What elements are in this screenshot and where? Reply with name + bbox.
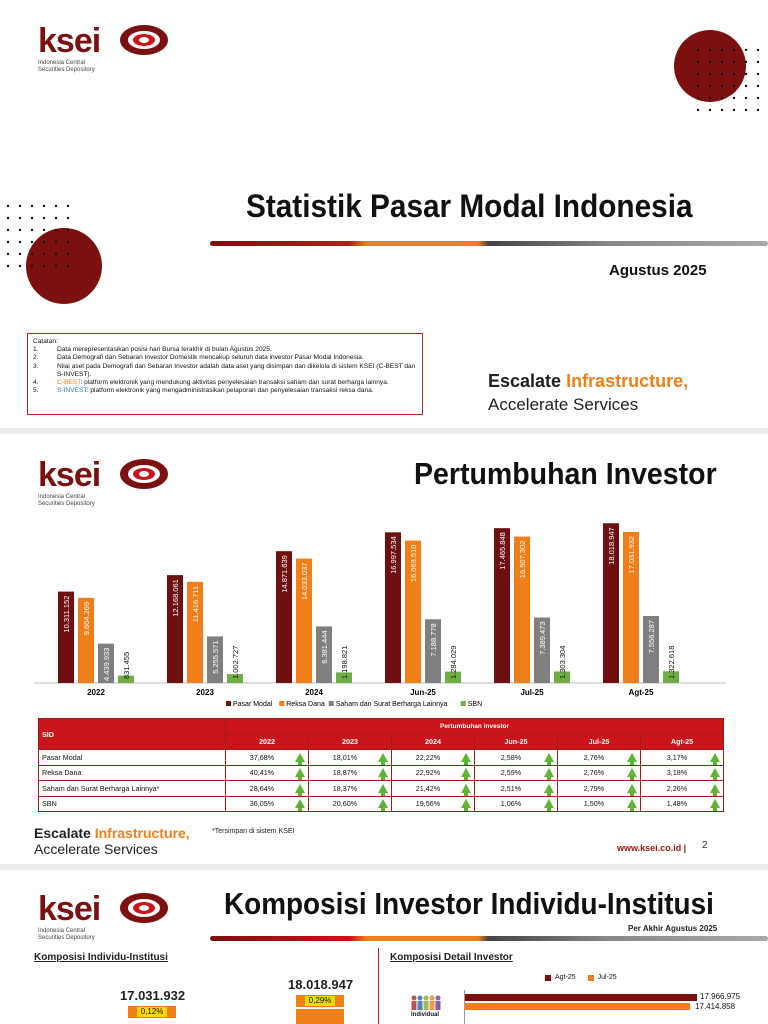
up-arrow-icon	[710, 784, 720, 793]
up-arrow-icon	[461, 753, 471, 762]
decor-dot	[31, 265, 33, 267]
row-label: SBN	[39, 796, 226, 812]
row-label: Saham dan Surat Berharga Lainnya*	[39, 781, 226, 797]
decor-dot	[697, 97, 699, 99]
slide-composition	[0, 870, 768, 1024]
growth-cell: 1,48%	[641, 796, 724, 812]
decor-dot	[721, 61, 723, 63]
decor-dot	[733, 73, 735, 75]
decor-dot	[733, 109, 735, 111]
note-item: 5. S-INVEST: platform elektronik yang mengadministrasikan pelaporan dan penyelesaian transaksi reksa dana.	[33, 387, 374, 395]
logo-wordmark: ksei	[38, 890, 101, 928]
logo-wordmark: ksei	[38, 456, 101, 494]
decor-dot	[709, 61, 711, 63]
decor-dot	[19, 217, 21, 219]
growth-cell: 20,60%	[309, 796, 392, 812]
decor-dot	[745, 85, 747, 87]
growth-cell: 18,01%	[309, 750, 392, 766]
table-row	[39, 750, 724, 766]
decor-dot	[7, 253, 9, 255]
up-arrow-icon	[544, 784, 554, 793]
decor-dot	[733, 85, 735, 87]
decor-dot	[745, 61, 747, 63]
data-label: 1.322.618	[667, 645, 676, 679]
table-column-header: Agt-25	[641, 734, 724, 750]
decor-dot	[55, 253, 57, 255]
decor-dot	[709, 49, 711, 51]
cover-divider	[210, 241, 768, 246]
decor-circle-topright	[672, 26, 768, 124]
decor-dot	[19, 265, 21, 267]
decor-dot	[67, 265, 69, 267]
decor-dot	[7, 241, 9, 243]
table-column-header: Jul-25	[558, 734, 641, 750]
table-group-header: Pertumbuhan investor	[226, 719, 724, 735]
decor-dot	[757, 85, 759, 87]
date-note: Per Akhir Agustus 2025	[628, 924, 718, 933]
note-item: 3. Nilai aset pada Demografi dan Sebaran Investor adalah data aset yang disimpan dan dikelola di sistem KSEI (C-BEST dan S-INVEST).	[33, 362, 416, 378]
decor-dot	[733, 97, 735, 99]
logo-subtitle: Indonesia Central Securities Depository	[38, 494, 95, 507]
growth-cell: 22,22%	[392, 750, 475, 766]
up-arrow-icon	[627, 753, 637, 762]
decor-dot	[19, 229, 21, 231]
up-arrow-icon	[544, 799, 554, 808]
up-arrow-icon	[295, 799, 305, 808]
decor-dot	[697, 61, 699, 63]
growth-cell: 19,56%	[392, 796, 475, 812]
legend-label: Pasar Modal	[233, 701, 273, 708]
decor-dot	[43, 253, 45, 255]
x-tick-label: Jun-25	[410, 688, 436, 697]
logo-subtitle: Indonesia Central Securities Depository	[38, 928, 95, 941]
decor-dot	[67, 217, 69, 219]
logo-swirl-icon	[118, 22, 170, 58]
slide-title: Pertumbuhan Investor	[414, 456, 717, 491]
vertical-divider	[378, 948, 379, 1024]
data-label: 5.255.571	[211, 640, 220, 674]
decor-dot	[745, 49, 747, 51]
data-label: 1.303.304	[558, 645, 567, 679]
growth-cell: 40,41%	[226, 765, 309, 781]
growth-cell: 37,68%	[226, 750, 309, 766]
decor-dot	[745, 73, 747, 75]
value-jul25: 17.414.858	[695, 1002, 736, 1011]
data-label: 16.063.510	[409, 544, 418, 583]
growth-table	[38, 718, 724, 812]
up-arrow-icon	[627, 768, 637, 777]
up-arrow-icon	[710, 768, 720, 777]
decor-dot	[709, 85, 711, 87]
x-tick-label: 2022	[87, 688, 105, 697]
pct-bar-left: 0,12%	[128, 1006, 176, 1018]
decor-dot	[55, 217, 57, 219]
decor-dot	[757, 97, 759, 99]
growth-cell: 3,18%	[641, 765, 724, 781]
data-label: 7.556.287	[647, 620, 656, 654]
logo-subtitle: Indonesia Central Securities Depository	[38, 60, 95, 73]
up-arrow-icon	[461, 799, 471, 808]
up-arrow-icon	[378, 753, 388, 762]
up-arrow-icon	[378, 784, 388, 793]
number-reksa-dana: 17.031.932	[120, 988, 186, 1003]
row-label: Reksa Dana	[39, 765, 226, 781]
pct-bar-mid: 0,29%	[296, 995, 344, 1007]
tagline-line1: Escalate Infrastructure,	[488, 371, 689, 391]
decor-dot	[757, 73, 759, 75]
up-arrow-icon	[544, 768, 554, 777]
legend-swatch	[226, 701, 231, 706]
decor-dot	[733, 49, 735, 51]
tagline-line2: Accelerate Services	[488, 395, 639, 414]
x-tick-label: Agt-25	[628, 688, 654, 697]
decor-dot	[697, 49, 699, 51]
decor-dot	[709, 73, 711, 75]
data-label: 7.188.778	[429, 623, 438, 657]
decor-dot	[19, 205, 21, 207]
growth-cell: 2,79%	[558, 781, 641, 797]
left-heading: Komposisi Individu-Institusi	[34, 952, 168, 963]
decor-dot	[31, 229, 33, 231]
decor-dot	[7, 229, 9, 231]
decor-dot	[7, 205, 9, 207]
slide-divider	[210, 936, 768, 941]
number-pasar-modal: 18.018.947	[288, 977, 354, 992]
table-row	[39, 781, 724, 797]
decor-dot	[745, 109, 747, 111]
decor-dot	[55, 265, 57, 267]
growth-cell: 2,76%	[558, 750, 641, 766]
decor-dot	[7, 217, 9, 219]
decor-dot	[31, 253, 33, 255]
x-tick-label: Jul-25	[520, 688, 544, 697]
data-label: 17.465.848	[498, 532, 507, 570]
data-label: 16.507.302	[518, 540, 527, 579]
up-arrow-icon	[627, 784, 637, 793]
logo-swirl-icon	[118, 456, 170, 492]
x-tick-label: 2023	[196, 688, 214, 697]
decor-dot	[43, 241, 45, 243]
individual-label: Individual	[411, 1012, 440, 1018]
decor-dot	[43, 229, 45, 231]
legend-swatch	[461, 701, 466, 706]
decor-dot	[31, 205, 33, 207]
decor-dot	[19, 241, 21, 243]
up-arrow-icon	[461, 768, 471, 777]
growth-cell: 2,58%	[475, 750, 558, 766]
ksei-logo	[38, 24, 100, 73]
decor-dot	[43, 217, 45, 219]
data-label: 831.455	[122, 651, 131, 679]
decor-dot	[697, 85, 699, 87]
data-label: 1.002.727	[231, 645, 240, 679]
decor-dot	[55, 205, 57, 207]
data-label: 14.871.639	[280, 555, 289, 593]
legend-swatch	[329, 701, 334, 706]
decor-dot	[67, 229, 69, 231]
decor-dot	[709, 97, 711, 99]
up-arrow-icon	[295, 768, 305, 777]
cover-title: Statistik Pasar Modal Indonesia	[246, 188, 693, 224]
value-agt25: 17.966.975	[700, 992, 741, 1001]
up-arrow-icon	[544, 753, 554, 762]
page-number: 2	[702, 840, 708, 851]
decor-dot	[721, 109, 723, 111]
growth-cell: 2,59%	[475, 765, 558, 781]
up-arrow-icon	[461, 784, 471, 793]
table-row	[39, 796, 724, 812]
decor-dot	[733, 61, 735, 63]
growth-cell: 36,05%	[226, 796, 309, 812]
table-column-header: 2022	[226, 734, 309, 750]
cover-date: Agustus 2025	[609, 262, 707, 279]
note-item: 1. Data merepresentasikan posisi hari Bursa terakhir di bulan Agustus 2025.	[33, 346, 272, 354]
footnote: *Tersimpan di sistem KSEI	[212, 828, 295, 835]
decor-dot	[55, 241, 57, 243]
website-link[interactable]: www.ksei.co.id |	[617, 843, 687, 853]
notes-title: Catatan:	[33, 338, 58, 345]
data-label: 10.311.152	[62, 595, 71, 633]
growth-cell: 3,17%	[641, 750, 724, 766]
decor-dot	[721, 73, 723, 75]
tagline-line2: Accelerate Services	[34, 841, 158, 857]
up-arrow-icon	[378, 768, 388, 777]
up-arrow-icon	[295, 784, 305, 793]
individual-people-icon	[410, 994, 442, 1010]
table-column-header: Jun-25	[475, 734, 558, 750]
up-arrow-icon	[710, 753, 720, 762]
decor-dot	[67, 205, 69, 207]
legend-label: SBN	[467, 701, 483, 708]
ksei-logo	[38, 892, 100, 941]
growth-cell: 18,37%	[309, 781, 392, 797]
note-item: 4. C-BEST: platform elektronik yang mendukung aktivitas penyelesaian transaksi saham dan surat berharga lainnya.	[33, 379, 389, 387]
growth-cell: 1,50%	[558, 796, 641, 812]
decor-dot	[43, 205, 45, 207]
up-arrow-icon	[295, 753, 305, 762]
decor-dot	[55, 229, 57, 231]
data-label: 16.997.534	[389, 536, 398, 574]
legend-label: Reksa Dana	[286, 701, 325, 708]
up-arrow-icon	[627, 799, 637, 808]
x-tick-label: 2024	[305, 688, 323, 697]
decor-dot	[31, 217, 33, 219]
growth-cell: 2,76%	[558, 765, 641, 781]
legend-label: Saham dan Surat Berharga Lainnya	[335, 701, 448, 708]
up-arrow-icon	[378, 799, 388, 808]
data-label: 6.381.444	[320, 630, 329, 664]
investor-growth-chart	[30, 515, 730, 715]
decor-dot	[7, 265, 9, 267]
decor-dot	[31, 241, 33, 243]
data-label: 9.604.269	[82, 601, 91, 636]
table-column-header: 2023	[309, 734, 392, 750]
pct-bar-mid-lower	[296, 1009, 344, 1024]
table-column-header: 2024	[392, 734, 475, 750]
data-label: 4.439.933	[102, 647, 111, 682]
decor-dot	[721, 85, 723, 87]
bar-jul25-individual	[465, 1003, 690, 1010]
decor-dot	[709, 109, 711, 111]
data-label: 1.284.029	[449, 645, 458, 679]
logo-swirl-icon	[118, 890, 170, 926]
decor-dot	[67, 253, 69, 255]
slide-title: Komposisi Investor Individu-Institusi	[224, 886, 714, 921]
growth-cell: 2,51%	[475, 781, 558, 797]
decor-dot	[745, 97, 747, 99]
note-item: 2. Data Demografi dan Sebaran Investor Domestik mencakup seluruh data investor Pasar Modal Indonesia.	[33, 354, 364, 362]
right-heading: Komposisi Detail Investor	[390, 952, 513, 963]
decor-dot	[19, 253, 21, 255]
decor-dot	[757, 49, 759, 51]
data-label: 7.389.473	[538, 621, 547, 655]
data-label: 1.198.821	[340, 645, 349, 679]
data-label: 14.033.037	[300, 562, 309, 601]
legend: Agt-25 Jul-25	[545, 974, 617, 981]
growth-cell: 1,06%	[475, 796, 558, 812]
table-corner: SID	[39, 719, 226, 750]
row-label: Pasar Modal	[39, 750, 226, 766]
decor-dot	[697, 109, 699, 111]
decor-dot	[43, 265, 45, 267]
decor-dot	[67, 241, 69, 243]
decor-dot	[697, 73, 699, 75]
up-arrow-icon	[710, 799, 720, 808]
legend-swatch	[279, 701, 284, 706]
decor-dot	[757, 61, 759, 63]
notes-box	[27, 333, 423, 415]
decor-dot	[757, 109, 759, 111]
decor-dot	[721, 97, 723, 99]
data-label: 18.018.947	[607, 527, 616, 565]
growth-cell: 21,42%	[392, 781, 475, 797]
decor-dot	[721, 49, 723, 51]
logo-wordmark: ksei	[38, 22, 101, 60]
slide-cover	[0, 0, 768, 428]
growth-cell: 22,92%	[392, 765, 475, 781]
tagline-line1: Escalate Infrastructure,	[34, 825, 190, 841]
data-label: 11.416.711	[191, 585, 200, 623]
decor-circle-left	[0, 200, 104, 310]
ksei-logo	[38, 458, 100, 507]
growth-cell: 18,87%	[309, 765, 392, 781]
growth-cell: 28,64%	[226, 781, 309, 797]
data-label: 17.031.932	[627, 536, 636, 574]
data-label: 12.168.061	[171, 579, 180, 617]
table-row	[39, 765, 724, 781]
growth-cell: 2,26%	[641, 781, 724, 797]
bar-agt25-individual	[465, 994, 697, 1001]
